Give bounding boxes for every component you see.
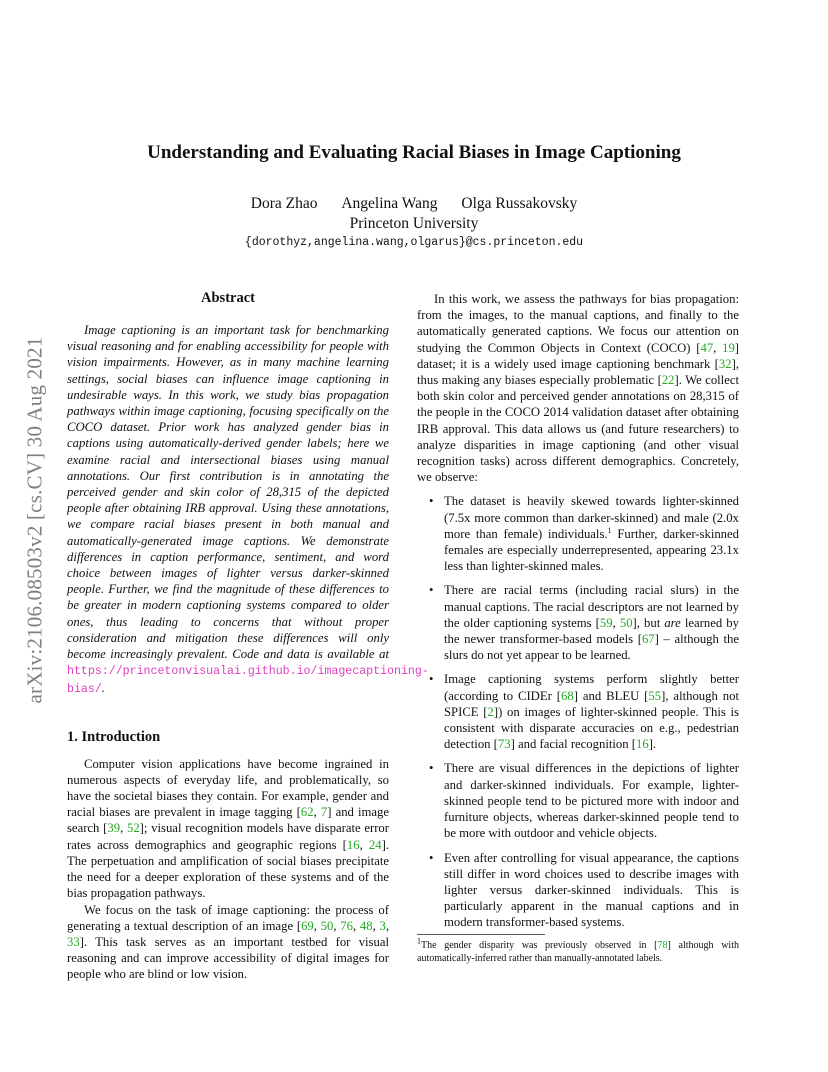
citation-link[interactable]: 7: [320, 805, 328, 820]
footnote-marker[interactable]: 1: [417, 936, 421, 946]
finding-item: • Image captioning systems perform slightly better (according to CIDEr [68] and BLEU [55], although not SPICE [2]) on images of lighter-skinned people. This is consistent with disparate accuracies on e.g., pedestrian detection [73] and facial recognition [16].: [444, 671, 739, 752]
citation-link[interactable]: 50: [619, 615, 633, 630]
citation-link[interactable]: 22: [661, 373, 675, 388]
citation-link[interactable]: 55: [648, 688, 662, 703]
citation-link[interactable]: 59: [599, 615, 613, 630]
author-emails: {dorothyz,angelina.wang,olgarus}@cs.princeton.edu: [244, 236, 584, 249]
citation-link[interactable]: 62: [300, 805, 314, 820]
code-link[interactable]: https://princetonvisualai.github.io/imagecaptioning-bias/: [67, 665, 429, 697]
finding-item: • Even after controlling for visual appearance, the captions still differ in word choices used to describe images with lighter versus darker-skinned individuals. This is particularly apparent in the manual captions and in modern transformer-based systems.: [444, 850, 739, 931]
emphasis: are: [664, 615, 681, 630]
abstract-heading: Abstract: [201, 290, 255, 306]
citation-link[interactable]: 76: [340, 918, 353, 933]
author-name: Olga Russakovsky: [461, 195, 578, 212]
citation-link[interactable]: 67: [641, 632, 655, 647]
citation-link[interactable]: 47: [700, 340, 714, 355]
citation-link[interactable]: 19: [722, 340, 735, 355]
arxiv-sidebar: [20, 280, 50, 760]
citation-link[interactable]: 73: [497, 737, 511, 752]
footnote: $^1$The gender disparity was previously observed in [78] although with automatically-inferred rather than manually-annotated labels.: [417, 936, 739, 964]
paper-title: Understanding and Evaluating Racial Biases in Image Captioning: [147, 142, 681, 163]
finding-item: • The dataset is heavily skewed towards lighter-skinned (7.5x more common than darker-skinned) and male (2.0x more than female) individuals.$^1$ Further, darker-skinned females are especially underrepresented, appearing 23.1x less than lighter-skinned males.: [444, 493, 739, 574]
arxiv-identifier: arXiv:2106.08503v2 [cs.CV] 30 Aug 2021: [22, 336, 47, 704]
author-list: [0, 194, 828, 214]
affiliation: Princeton University: [349, 215, 479, 232]
citation-link[interactable]: 32: [718, 356, 732, 371]
finding-item: • There are racial terms (including racial slurs) in the manual captions. The racial descriptors are not learned by the older captioning systems [59, 50], but are learned by the newer transformer-based models [67] – although the slurs do not yet appear to be learned.: [444, 582, 739, 663]
citation-link[interactable]: 48: [359, 918, 373, 933]
footnote-marker[interactable]: 1: [607, 525, 612, 535]
abstract-body: [67, 322, 429, 699]
citation-link[interactable]: 78: [657, 940, 668, 951]
citation-link[interactable]: 50: [320, 918, 334, 933]
citation-link[interactable]: 16: [636, 737, 649, 752]
author-name: Dora Zhao: [250, 195, 318, 212]
finding-item: • There are visual differences in the depictions of lighter and darker-skinned individuals. For example, lighter-skinned people tend to be pictured more with indoor and furniture objects, whereas darker-skinned people tend to be more with outdoor and vehicle objects.: [444, 760, 739, 841]
citation-link[interactable]: 24: [368, 837, 382, 852]
intro-paragraph-1: Computer vision applications have become ingrained in numerous aspects of everyday life, and problematically, so have the societal biases they contain. For example, gender and racial biases are prevalent in image tagging [62, 7] and image search [39, 52]; visual recognition models have disparate error rates across demographics and geographic regions [16, 24]. The perpetuation and amplification of social biases precipitate the need for a deeper exploration of these systems and of the bias propagation pathways.: [67, 756, 390, 901]
left-column: [67, 289, 429, 983]
abstract-text: Image captioning is an important task for benchmarking visual reasoning and for enabling accessibility for people with vision impairments. However, as in many machine learning settings, social biases can influence image captioning in undesirable ways. In this work, we study bias propagation pathways within image captioning, focusing specifically on the COCO dataset. Prior work has analyzed gender bias in captions using automatically-derived gender labels; here we examine racial and intersectional biases using manual annotations. Our first contribution is in annotating the perceived gender and skin color of 28,315 of the depicted people after obtaining IRB approval. Using these annotations, we compare racial biases present in both manual and automatically-generated image captions. We demonstrate differences in caption performance, sentiment, and word choice between images of lighter versus darker-skinned people. Further, we find the magnitude of these differences to be greater in modern captioning systems compared to older ones, thus leading to concerns that without proper consideration and mitigation these differences will only become increasingly prevalent. Code and data is available at: [67, 323, 389, 662]
section-heading-introduction: 1. Introduction: [67, 728, 161, 745]
citation-link[interactable]: 16: [346, 837, 360, 852]
intro-paragraph-2: We focus on the task of image captioning: the process of generating a textual description of an image [69, 50, 76, 48, 3, 33]. This task serves as an important testbed for visual reasoning and can improve accessibility of digital images for people who are blind or low vision.: [67, 902, 390, 982]
abstract-end: .: [101, 681, 105, 696]
right-column: [417, 291, 739, 939]
citation-link[interactable]: 33: [67, 934, 80, 949]
citation-link[interactable]: 69: [301, 918, 314, 933]
intro-paragraph-3: In this work, we assess the pathways for bias propagation: from the images, to the manual captions, and finally to the automatically generated captions. We focus our attention on studying the Common Objects in Context (COCO) [47, 19] dataset; it is a widely used image captioning benchmark [32], thus making any biases especially problematic [22]. We collect both skin color and perceived gender annotations on 28,315 of the people in the COCO 2014 validation dataset after obtaining IRB approval. This data allows us (and future researchers) to analyze disparities in image captioning (and other visual recognition tasks) across different demographics. Concretely, we observe:: [417, 292, 740, 485]
findings-list: [417, 493, 739, 930]
citation-link[interactable]: 2: [487, 704, 494, 719]
citation-link[interactable]: 68: [561, 688, 574, 703]
citation-link[interactable]: 52: [126, 821, 140, 836]
footnote-divider: [417, 934, 545, 935]
author-name: Angelina Wang: [341, 195, 438, 212]
citation-link[interactable]: 39: [107, 821, 121, 836]
citation-link[interactable]: 3: [379, 918, 386, 933]
